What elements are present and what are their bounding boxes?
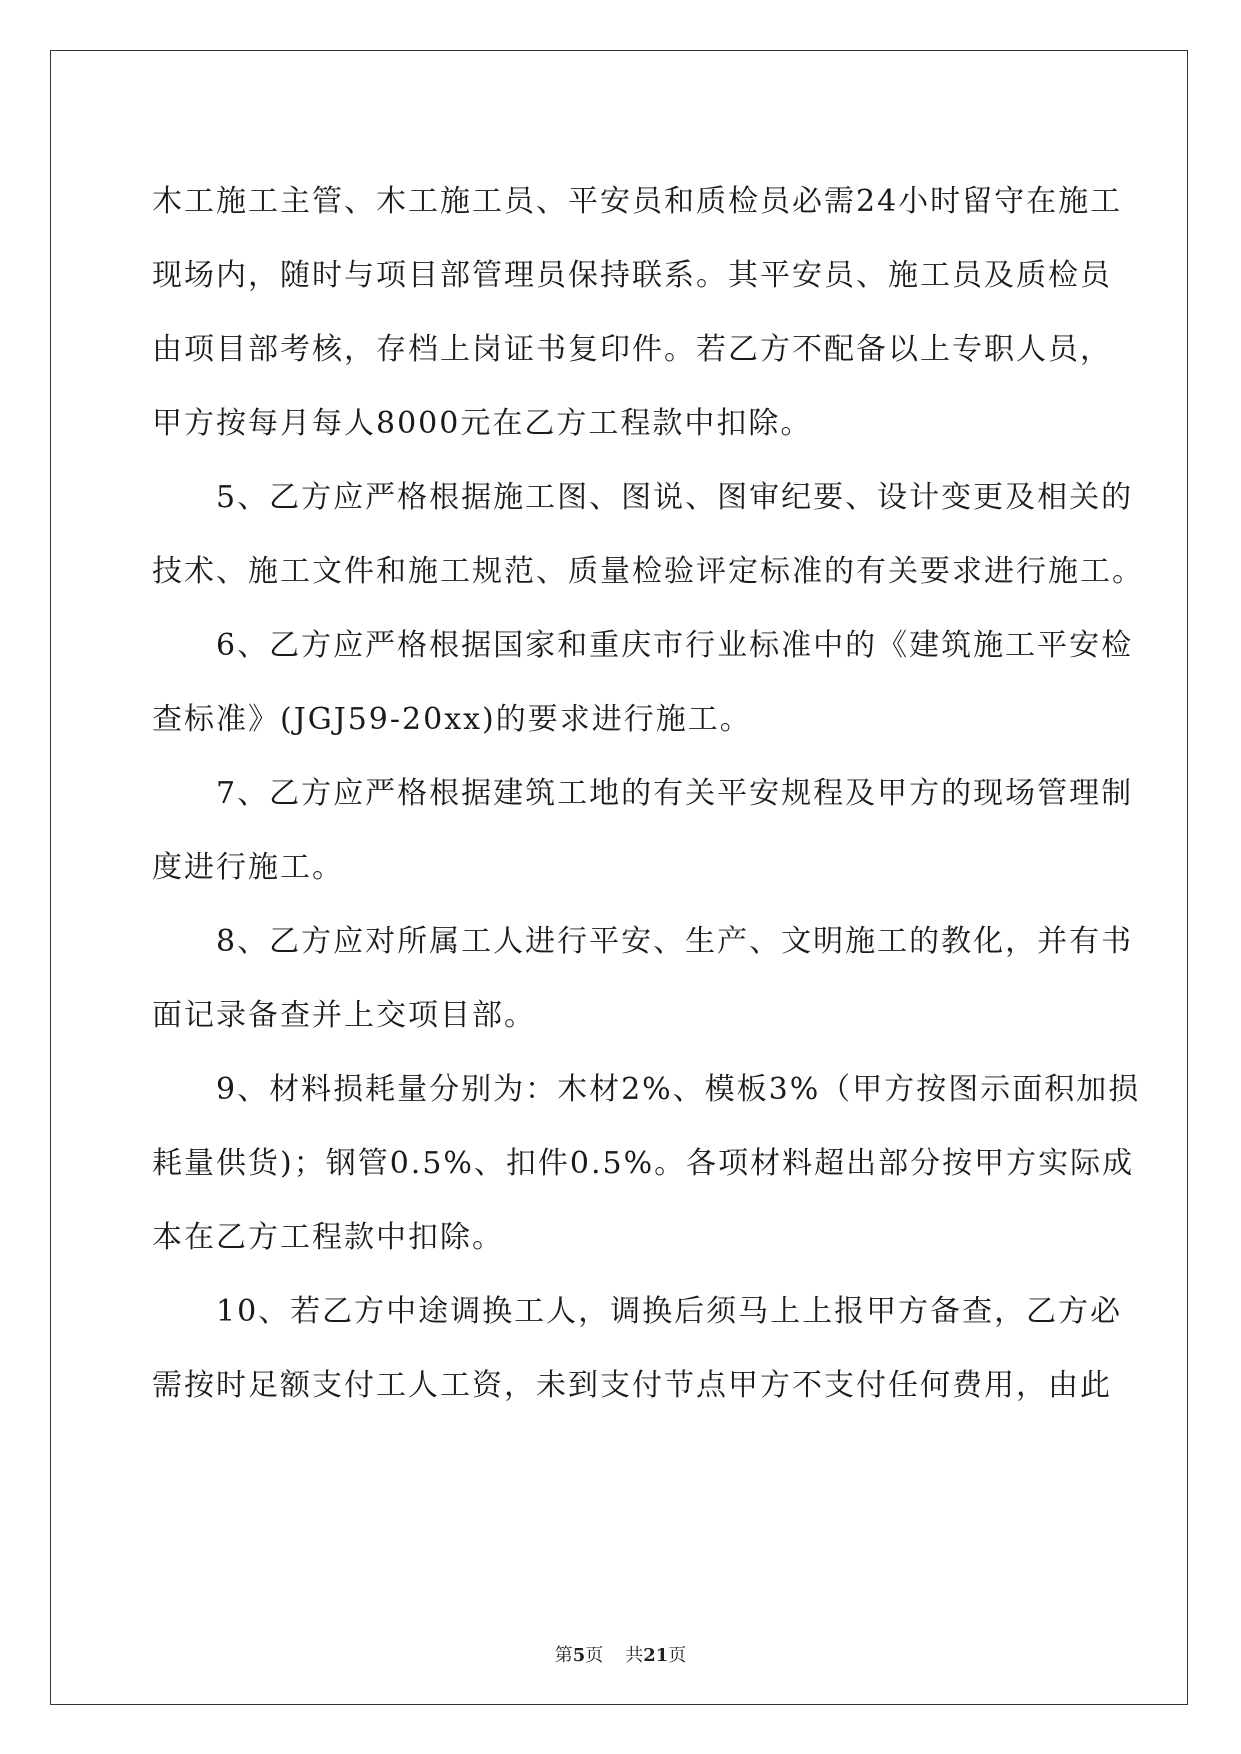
page-prefix: 第 [554, 1645, 573, 1666]
text-line: 木工施工主管、木工施工员、平安员和质检员必需24小时留守在施工 [152, 184, 1123, 219]
text-line: 9、材料损耗量分别为：木材2%、模板3%（甲方按图示面积加损 [152, 1072, 1141, 1107]
page-number: 5 [572, 1645, 586, 1666]
text-line: 查标准》(JGJ59-20xx)的要求进行施工。 [152, 702, 752, 737]
total-pages: 21 [643, 1645, 669, 1666]
text-line: 5、乙方应严格根据施工图、图说、图审纪要、设计变更及相关的 [152, 480, 1134, 515]
text-line: 现场内，随时与项目部管理员保持联系。其平安员、施工员及质检员 [152, 258, 1112, 293]
document-body [152, 165, 1144, 1423]
text-line: 面记录备查并上交项目部。 [152, 998, 536, 1033]
total-suffix: 页 [668, 1645, 687, 1666]
text-line: 7、乙方应严格根据建筑工地的有关平安规程及甲方的现场管理制 [152, 776, 1134, 811]
text-line: 甲方按每月每人8000元在乙方工程款中扣除。 [152, 406, 813, 441]
text-line: 技术、施工文件和施工规范、质量检验评定标准的有关要求进行施工。 [152, 554, 1144, 589]
text-line: 本在乙方工程款中扣除。 [152, 1220, 504, 1255]
text-line: 由项目部考核，存档上岗证书复印件。若乙方不配备以上专职人员， [152, 332, 1112, 367]
text-line: 耗量供货)；钢管0.5%、扣件0.5%。各项材料超出部分按甲方实际成 [152, 1146, 1135, 1181]
text-line: 8、乙方应对所属工人进行平安、生产、文明施工的教化，并有书 [152, 924, 1134, 959]
text-line: 需按时足额支付工人工资，未到支付节点甲方不支付任何费用，由此 [152, 1368, 1112, 1403]
text-line: 度进行施工。 [152, 850, 344, 885]
page-suffix: 页 [585, 1645, 604, 1666]
total-prefix: 共 [625, 1645, 644, 1666]
text-line: 6、乙方应严格根据国家和重庆市行业标准中的《建筑施工平安检 [152, 628, 1134, 663]
page-footer [0, 1644, 1241, 1668]
text-line: 10、若乙方中途调换工人，调换后须马上上报甲方备查，乙方必 [152, 1294, 1123, 1329]
